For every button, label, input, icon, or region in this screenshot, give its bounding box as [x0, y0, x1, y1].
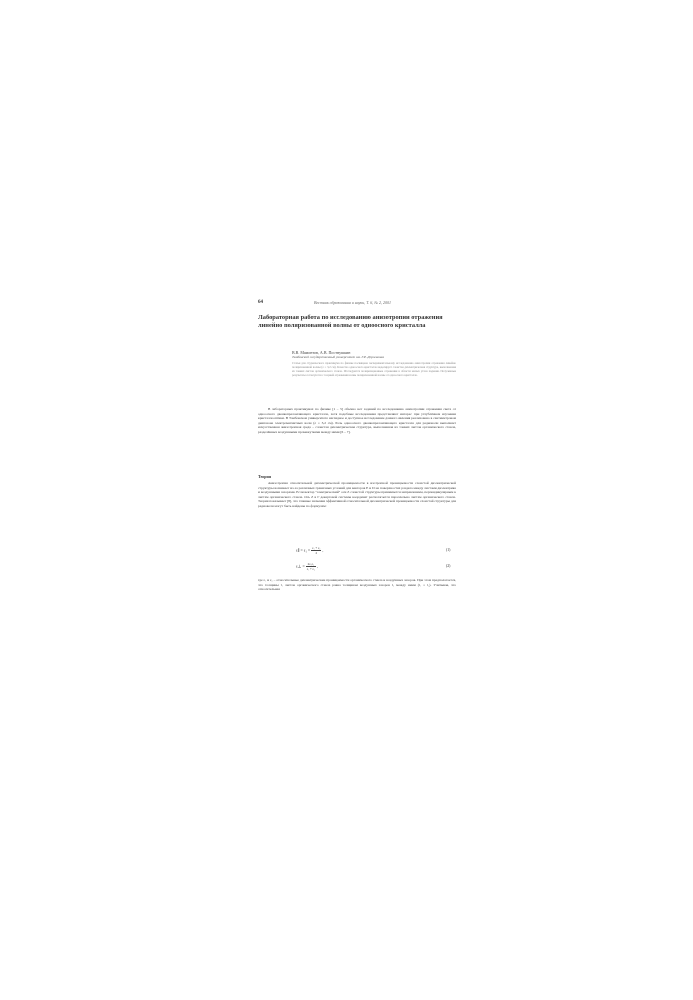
formula-1-numerator: ε₁ + ε₂ [312, 546, 321, 550]
formula-1-tail: , [322, 547, 324, 553]
formula-1-denominator: 2 [315, 551, 318, 555]
authors: В.В. Мамонтов, А.В. Постнушкин [292, 350, 351, 355]
after-formulas-paragraph: где ε₁ и ε₂ – относительные диэлектрические проницаемости органического стекла и воздушных зазоров. При этом предполагается, что толщины l₁ листов органического стекла равна толщинам воздушных зазоров l₂ между ними (l₁ = l₂). Учитывая, что относительная [258, 578, 456, 592]
abstract: Статья для студенческого практикума по физике посвящена экспериментальному исследованию анизотропии отражения линейно поляризованной волны (λ = 3,2 см). Качество одноосного кристалла моделирует слоистая диэлектрическая структура, выполненная из тонких листов органического стекла. Исследуются поляризационные отражения в области малых углов падения. Полученные результаты согласуются с теорией отражения волны поляризованной волны от одноосного кристалла. [292, 361, 456, 377]
formula-2-lhs: ε⊥ = [296, 563, 305, 569]
intro-paragraph: В лабораторных практикумах по физике [1 – 5] обычно нет заданий по исследованию анизотропии отражения света от одноосного двоякопреломляющего кристалла, хотя подобные исследования представляют интерес при углублённом изучении кристаллооптики. В Тамбовском университете наглядное и доступное исследование данного явления реализовано в сантиметровом диапазоне электромагнитных волн (λ = 3,2 см). Роль одноосного двоякопреломляющего кристалла для радиоволн выполняет искусственная анизотропная среда – слоистая диэлектрическая структура, выполненная из тонких листов органического стекла, разделённых воздушными промежутками между ними [6 – 7]. [258, 407, 456, 434]
section-title: Теория [258, 474, 271, 479]
formula-2-tail: , [317, 563, 318, 569]
formula-2-denominator: ε₁ + ε₂ [306, 567, 315, 571]
article-page [256, 296, 456, 696]
article-title: Лабораторная работа по исследованию анизотропии отражения линейно поляризованной волны от одноосного кристалла [258, 314, 443, 329]
formula-2-fraction [306, 562, 316, 571]
formula-2 [296, 562, 318, 571]
page-number: 64 [258, 300, 263, 305]
page-header [256, 300, 456, 308]
formula-1 [296, 546, 323, 555]
equation-number-1: (1) [446, 548, 451, 552]
formula-1-lhs: ε∥ = ε₁ = [296, 547, 311, 553]
theory-paragraph: Анизотропия относительной диэлектрической проницаемости в изотропной проницаемости слоистой диэлектрической структуры возникает из-за различных граничных условий для векторов E и D на поверхностях раздела между листами диэлектрика и воздушными зазорами. Если вектор "электрический" оси Z слоистой структуры принимается направлением, перпендикулярным к листам органического стекла. Ось Z в Г декартовой системы координат располагается параллельно листам органического стекла. Теория показывает [8], что главные значения эффективной относительной диэлектрической проницаемости слоистой структуры для радиоволн могут быть найдены по формулам: [258, 481, 456, 508]
journal-title: Вестник образования и науки, Т. 6, № 2, 2001 [314, 300, 392, 305]
equation-number-2: (2) [446, 564, 451, 568]
formula-2-numerator: 2ε₁ε₂ [307, 562, 315, 566]
affiliation: Тамбовский государственный университет им. Г.Р. Державина [292, 355, 385, 359]
formula-1-fraction [311, 546, 324, 555]
